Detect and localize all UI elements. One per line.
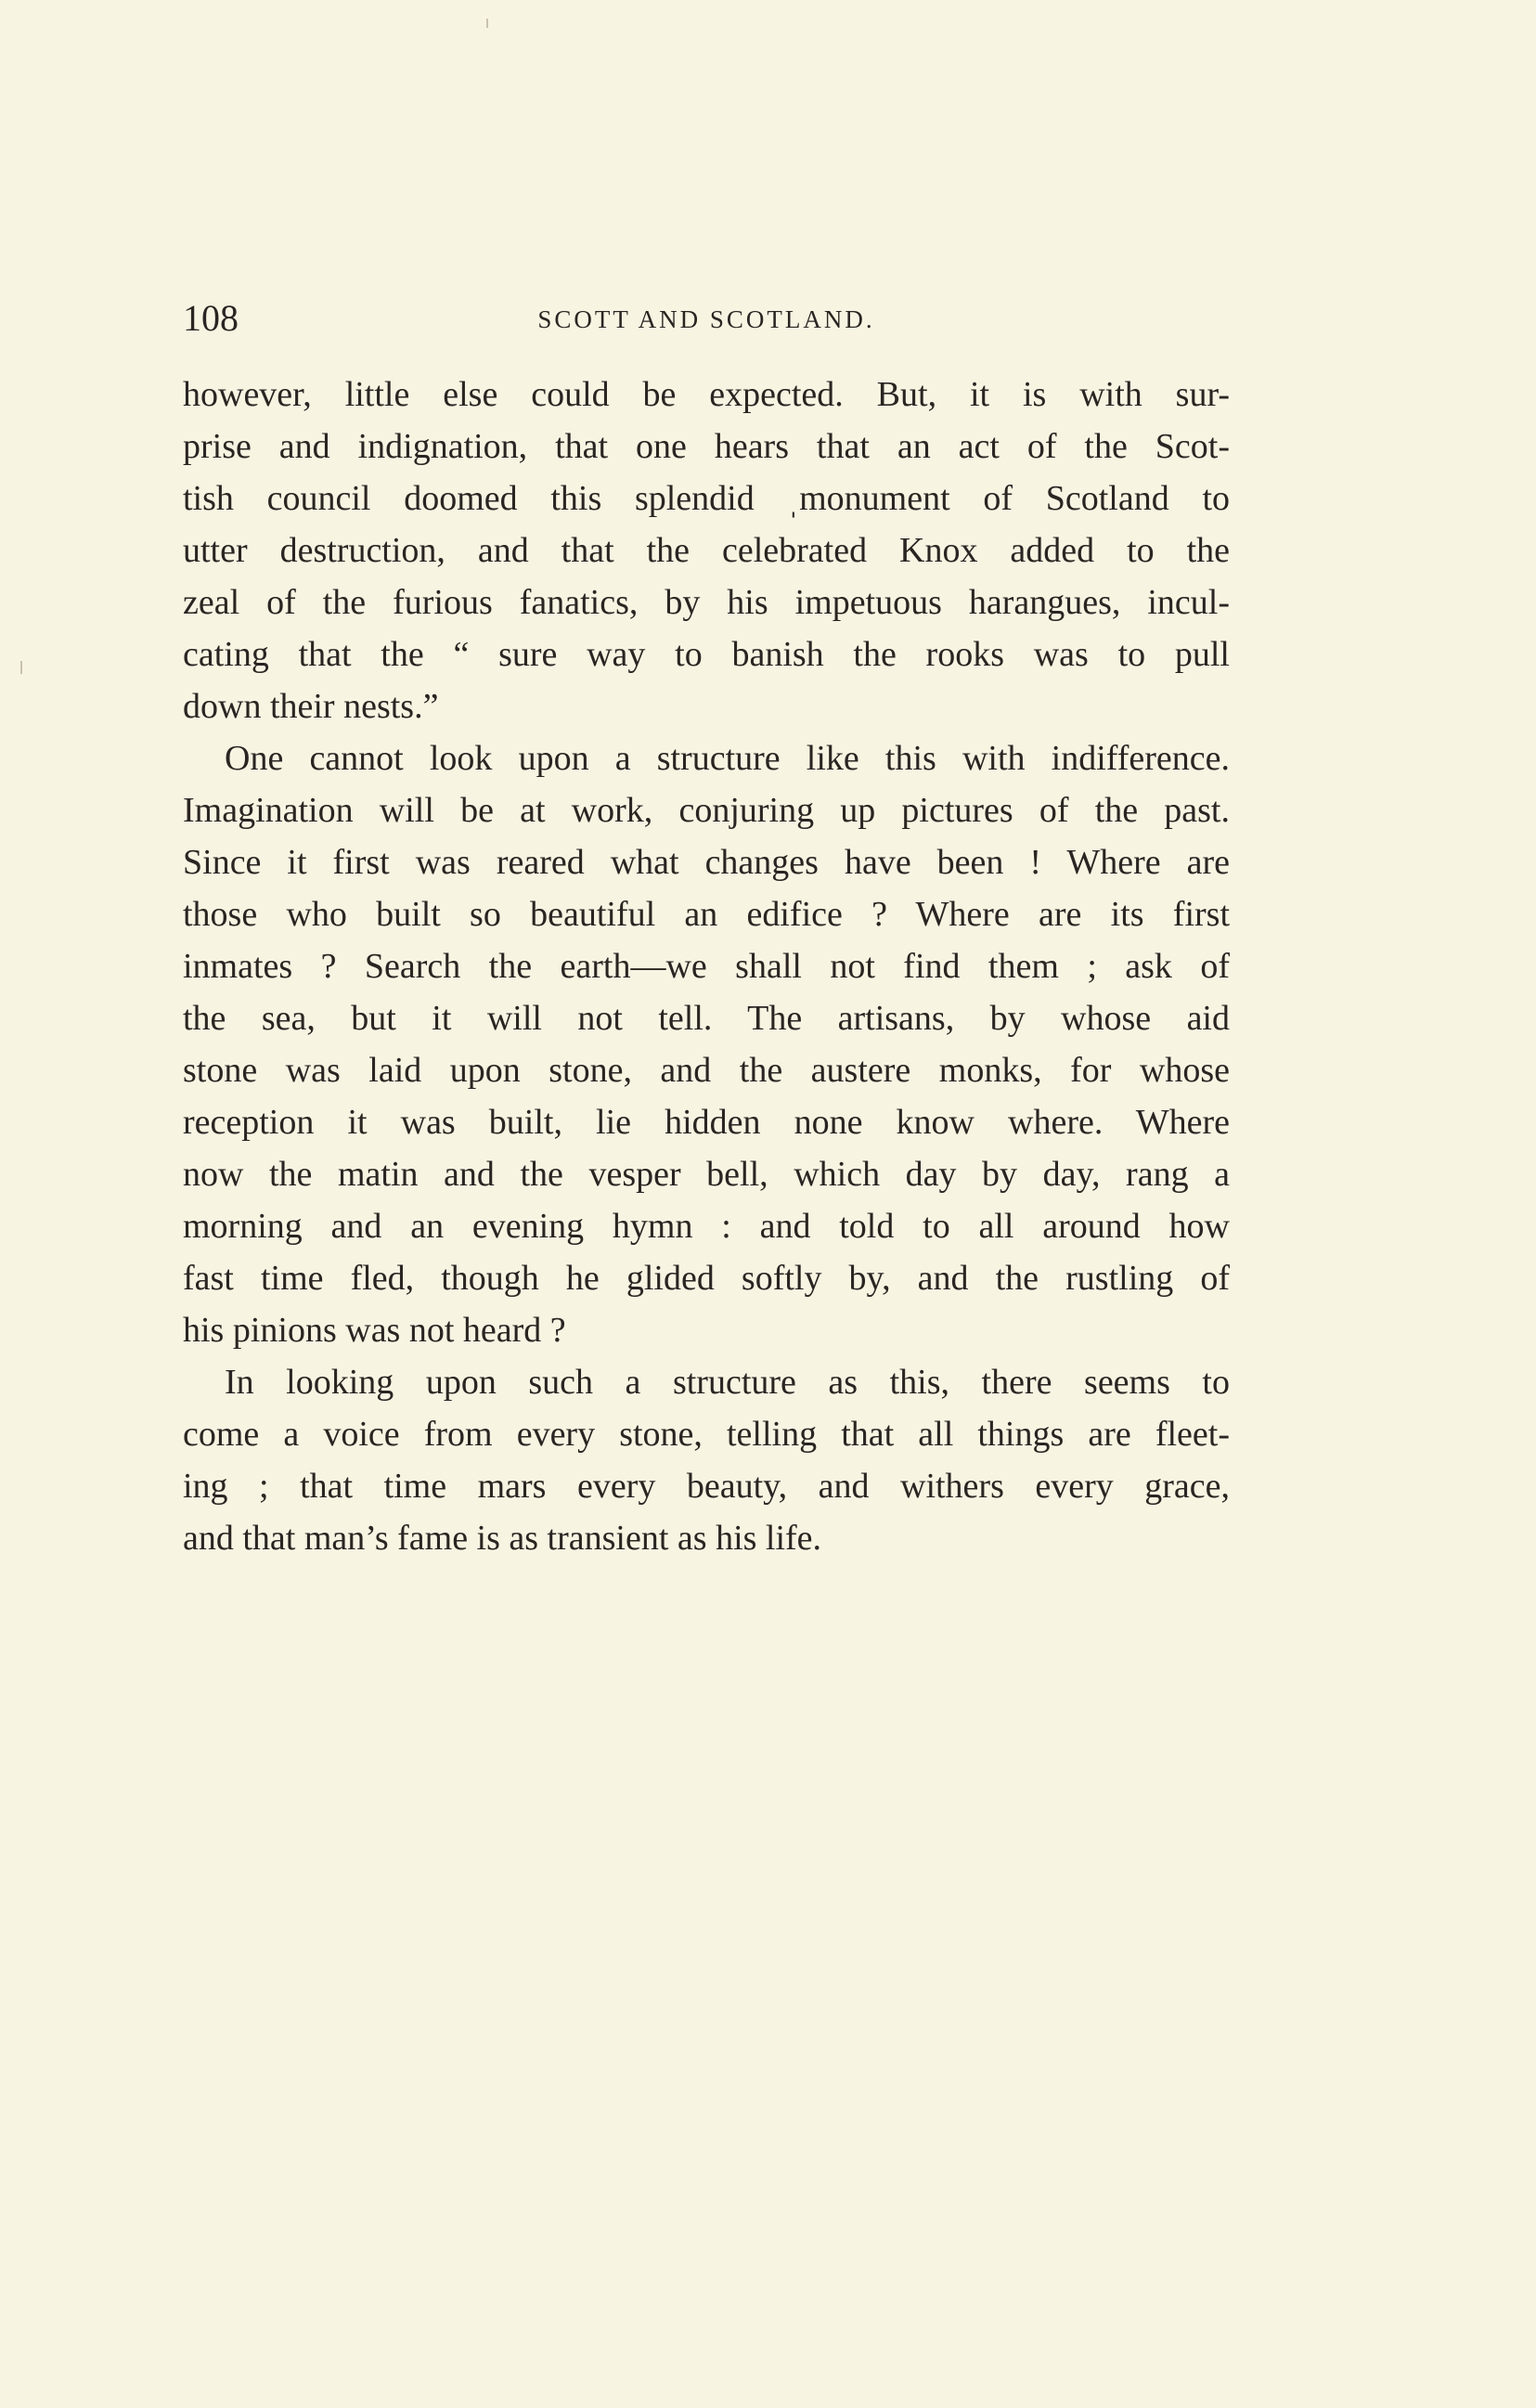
text-line: his pinions was not heard ? [183,1311,566,1350]
paragraph-start-line: In looking upon such a structure as this, there seems to [225,1363,1230,1402]
text-line: fast time fled, though he glided softly by, and the rustling of [183,1259,1230,1298]
text-line: inmates ? Search the earth—we shall not find them ; ask of [183,947,1230,986]
text-line: ing ; that time mars every beauty, and withers every grace, [183,1467,1230,1506]
text-line: down their nests.” [183,687,439,726]
text-line: and that man’s fame is as transient as his life. [183,1519,822,1558]
text-line: morning and an evening hymn : and told to all around how [183,1207,1230,1246]
page-number: 108 [183,297,239,339]
text-line: tish council doomed this splendid ˌmonument of Scotland to [183,479,1230,518]
text-line: zeal of the furious fanatics, by his impetuous harangues, incul- [183,583,1230,622]
text-line: prise and indignation, that one hears that an act of the Scot- [183,427,1230,466]
page-header [183,295,1230,351]
text-line: Imagination will be at work, conjuring up pictures of the past. [183,791,1230,830]
paper-speck [486,19,488,28]
text-line: stone was laid upon stone, and the austere monks, for whose [183,1051,1230,1090]
running-head: SCOTT AND SCOTLAND. [537,305,875,333]
text-line: the sea, but it will not tell. The artisans, by whose aid [183,999,1230,1038]
text-line: come a voice from every stone, telling that all things are fleet- [183,1415,1230,1454]
text-line: reception it was built, lie hidden none know where. Where [183,1103,1230,1142]
paragraph-start-line: One cannot look upon a structure like this with indifference. [225,739,1230,778]
text-line: now the matin and the vesper bell, which day by day, rang a [183,1155,1230,1194]
text-line: however, little else could be expected. But, it is with sur- [183,375,1230,414]
paper-speck [20,661,22,674]
body-text [183,369,1230,1564]
text-line: those who built so beautiful an edifice ? Where are its first [183,895,1230,934]
text-line: Since it first was reared what changes have been ! Where are [183,843,1230,882]
text-line: utter destruction, and that the celebrated Knox added to the [183,531,1230,570]
text-line: cating that the “ sure way to banish the rooks was to pull [183,635,1230,674]
